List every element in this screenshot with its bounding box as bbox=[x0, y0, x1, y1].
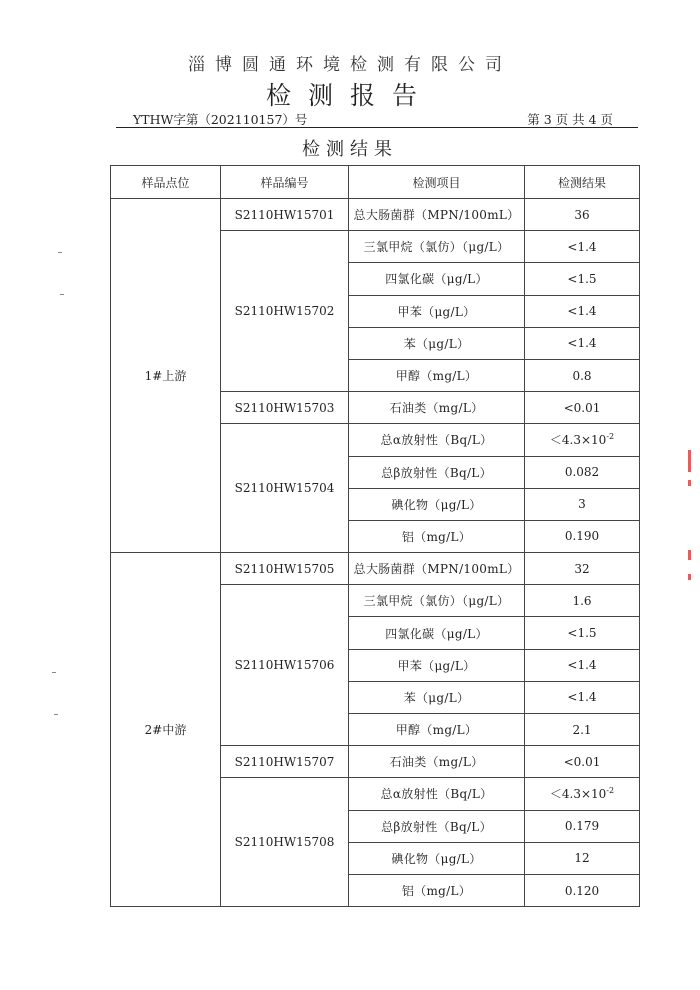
test-item-cell: 铝（mg/L） bbox=[349, 520, 525, 552]
result-value: <1.4 bbox=[567, 336, 597, 351]
result-cell bbox=[525, 681, 640, 713]
header-test-item: 检测项目 bbox=[349, 166, 525, 199]
sample-id-cell: S2110HW15705 bbox=[221, 553, 349, 585]
test-item-cell: 三氯甲烷（氯仿）（μg/L） bbox=[349, 585, 525, 617]
test-item-cell: 石油类（mg/L） bbox=[349, 746, 525, 778]
test-item-cell: 总大肠菌群（MPN/100mL） bbox=[349, 199, 525, 231]
header-location: 样品点位 bbox=[111, 166, 221, 199]
test-item-cell: 石油类（mg/L） bbox=[349, 392, 525, 424]
test-item-cell: 苯（μg/L） bbox=[349, 327, 525, 359]
result-cell bbox=[525, 231, 640, 263]
test-item-cell: 甲苯（μg/L） bbox=[349, 295, 525, 327]
result-value: <0.01 bbox=[563, 754, 601, 769]
header-rule bbox=[116, 127, 638, 128]
results-body bbox=[111, 199, 640, 907]
result-value: 0.179 bbox=[564, 819, 600, 834]
result-value: 0.190 bbox=[564, 529, 600, 544]
sample-id-cell: S2110HW15708 bbox=[221, 778, 349, 907]
result-cell bbox=[525, 295, 640, 327]
report-title: 检测报告 bbox=[265, 81, 434, 110]
result-value: ＜4.3×10 bbox=[549, 433, 607, 448]
scan-speck bbox=[58, 252, 62, 253]
result-value: 32 bbox=[574, 561, 590, 576]
result-exponent: -2 bbox=[606, 786, 615, 796]
scan-speck bbox=[60, 294, 64, 295]
test-item-cell: 苯（μg/L） bbox=[349, 681, 525, 713]
result-cell bbox=[525, 424, 640, 456]
result-cell bbox=[525, 553, 640, 585]
report-number: YTHW字第（202110157）号 bbox=[133, 112, 308, 127]
result-value: <0.01 bbox=[563, 400, 601, 415]
result-cell bbox=[525, 617, 640, 649]
company-name: 淄博圆通环境检测有限公司 bbox=[188, 55, 512, 75]
result-cell bbox=[525, 810, 640, 842]
test-item-cell: 甲苯（μg/L） bbox=[349, 649, 525, 681]
test-item-cell: 总α放射性（Bq/L） bbox=[349, 778, 525, 810]
header-sample-id: 样品编号 bbox=[221, 166, 349, 199]
location-cell: 1#上游 bbox=[111, 199, 221, 553]
table-row bbox=[111, 199, 640, 231]
sample-id-cell: S2110HW15702 bbox=[221, 231, 349, 392]
sample-id-cell: S2110HW15707 bbox=[221, 746, 349, 778]
test-item-cell: 总α放射性（Bq/L） bbox=[349, 424, 525, 456]
sample-id-cell: S2110HW15703 bbox=[221, 392, 349, 424]
test-item-cell: 总β放射性（Bq/L） bbox=[349, 456, 525, 488]
result-cell bbox=[525, 649, 640, 681]
result-cell bbox=[525, 874, 640, 906]
result-value: <1.4 bbox=[567, 658, 597, 673]
result-value: <1.4 bbox=[567, 304, 597, 319]
result-value: 36 bbox=[574, 207, 590, 222]
result-cell bbox=[525, 359, 640, 391]
test-item-cell: 总β放射性（Bq/L） bbox=[349, 810, 525, 842]
result-value: 12 bbox=[574, 851, 590, 866]
test-item-cell: 四氯化碳（μg/L） bbox=[349, 263, 525, 295]
result-value: 1.6 bbox=[572, 593, 592, 608]
test-item-cell: 甲醇（mg/L） bbox=[349, 714, 525, 746]
test-item-cell: 碘化物（μg/L） bbox=[349, 842, 525, 874]
result-cell bbox=[525, 392, 640, 424]
result-value: 0.120 bbox=[564, 883, 600, 898]
result-cell bbox=[525, 585, 640, 617]
result-cell bbox=[525, 520, 640, 552]
result-cell bbox=[525, 714, 640, 746]
sample-id-cell: S2110HW15701 bbox=[221, 199, 349, 231]
result-value: 3 bbox=[578, 497, 586, 512]
test-item-cell: 三氯甲烷（氯仿）（μg/L） bbox=[349, 231, 525, 263]
test-item-cell: 甲醇（mg/L） bbox=[349, 359, 525, 391]
result-cell bbox=[525, 488, 640, 520]
results-table bbox=[110, 165, 640, 907]
location-cell: 2#中游 bbox=[111, 553, 221, 907]
result-value: <1.4 bbox=[567, 239, 597, 254]
sample-id-cell: S2110HW15704 bbox=[221, 424, 349, 553]
result-cell bbox=[525, 746, 640, 778]
section-title: 检测结果 bbox=[302, 139, 398, 160]
result-value: 2.1 bbox=[572, 722, 592, 737]
test-item-cell: 碘化物（μg/L） bbox=[349, 488, 525, 520]
result-cell bbox=[525, 263, 640, 295]
result-cell bbox=[525, 842, 640, 874]
header-result: 检测结果 bbox=[525, 166, 640, 199]
page-info: 第 3 页 共 4 页 bbox=[527, 112, 613, 127]
seal-stamp-edge bbox=[686, 450, 694, 590]
table-row bbox=[111, 553, 640, 585]
result-cell bbox=[525, 456, 640, 488]
table-header-row bbox=[111, 166, 640, 199]
result-exponent: -2 bbox=[606, 432, 615, 442]
result-value: <1.5 bbox=[567, 271, 597, 286]
test-item-cell: 总大肠菌群（MPN/100mL） bbox=[349, 553, 525, 585]
sample-id-cell: S2110HW15706 bbox=[221, 585, 349, 746]
result-value: 0.8 bbox=[572, 368, 592, 383]
result-value: <1.4 bbox=[567, 690, 597, 705]
result-value: 0.082 bbox=[564, 465, 600, 480]
test-item-cell: 四氯化碳（μg/L） bbox=[349, 617, 525, 649]
result-cell bbox=[525, 327, 640, 359]
scan-speck bbox=[54, 714, 58, 715]
result-value: <1.5 bbox=[567, 626, 597, 641]
result-value: ＜4.3×10 bbox=[549, 787, 607, 802]
result-cell bbox=[525, 199, 640, 231]
test-item-cell: 铝（mg/L） bbox=[349, 874, 525, 906]
scan-speck bbox=[52, 672, 56, 673]
result-cell bbox=[525, 778, 640, 810]
